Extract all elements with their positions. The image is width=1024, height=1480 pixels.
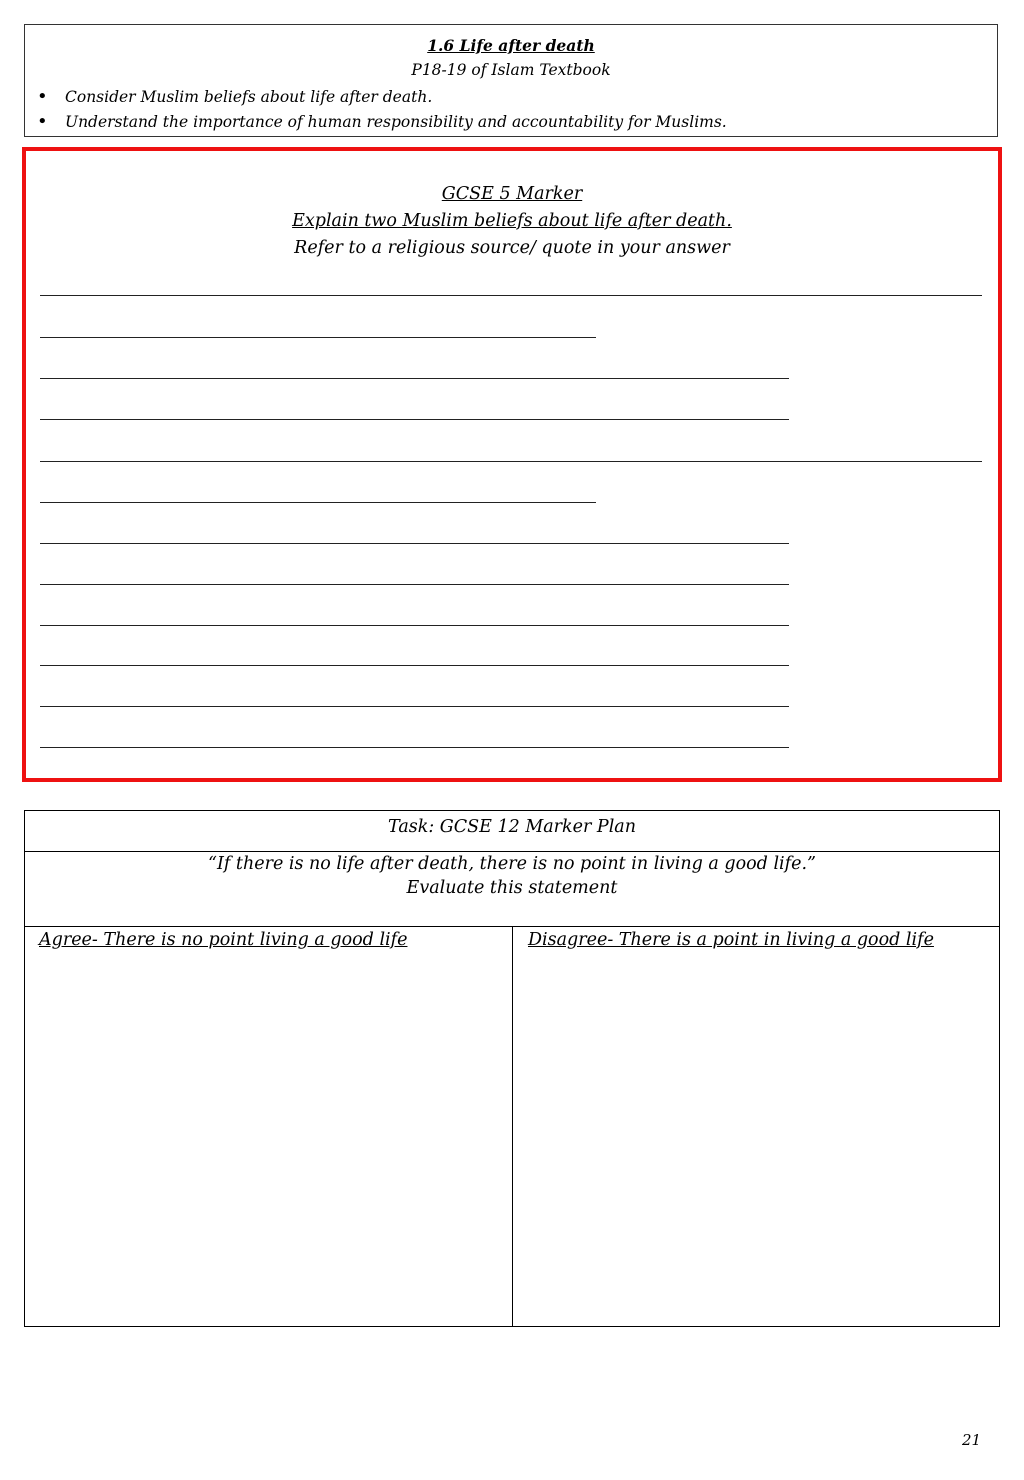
disagree-column[interactable] [514,927,999,1326]
five-marker-instruction: Refer to a religious source/ quote in your answer [294,238,730,258]
twelve-marker-plan [24,810,1000,1327]
answer-line[interactable] [40,706,789,707]
objective-item [37,109,727,134]
answer-line[interactable] [40,502,596,503]
answer-line[interactable] [40,461,982,462]
lesson-header [24,24,998,137]
objective-text: Consider Muslim beliefs about life after death. [65,88,433,106]
bullet-icon: • [37,111,48,132]
five-marker-box [22,147,1002,782]
answer-line[interactable] [40,543,789,544]
statement-cell [25,852,999,927]
page-number: 21 [962,1431,982,1449]
statement-quote: “If there is no life after death, there is no point in living a good life.” [208,854,816,874]
learning-objectives [37,84,727,134]
bullet-icon: • [37,86,48,107]
objective-text: Understand the importance of human responsibility and accountability for Muslims. [65,113,727,131]
answer-line[interactable] [40,747,789,748]
answer-line[interactable] [40,665,789,666]
answer-line[interactable] [40,625,789,626]
disagree-heading: Disagree- There is a point in living a good life [528,930,934,950]
answer-line[interactable] [40,337,596,338]
answer-line[interactable] [40,295,982,296]
objective-item [37,84,727,109]
agree-heading: Agree- There is no point living a good life [39,930,408,950]
task-title: Task: GCSE 12 Marker Plan [25,811,999,852]
answer-line[interactable] [40,584,789,585]
lesson-title: 1.6 Life after death [427,36,595,55]
answer-line[interactable] [40,378,789,379]
five-marker-question: Explain two Muslim beliefs about life after death. [292,211,732,231]
answer-line[interactable] [40,419,789,420]
evaluate-instruction: Evaluate this statement [406,878,618,898]
five-marker-heading: GCSE 5 Marker [441,184,583,204]
lesson-subtitle: P18-19 of Islam Textbook [411,61,611,79]
agree-column[interactable] [25,927,513,1326]
